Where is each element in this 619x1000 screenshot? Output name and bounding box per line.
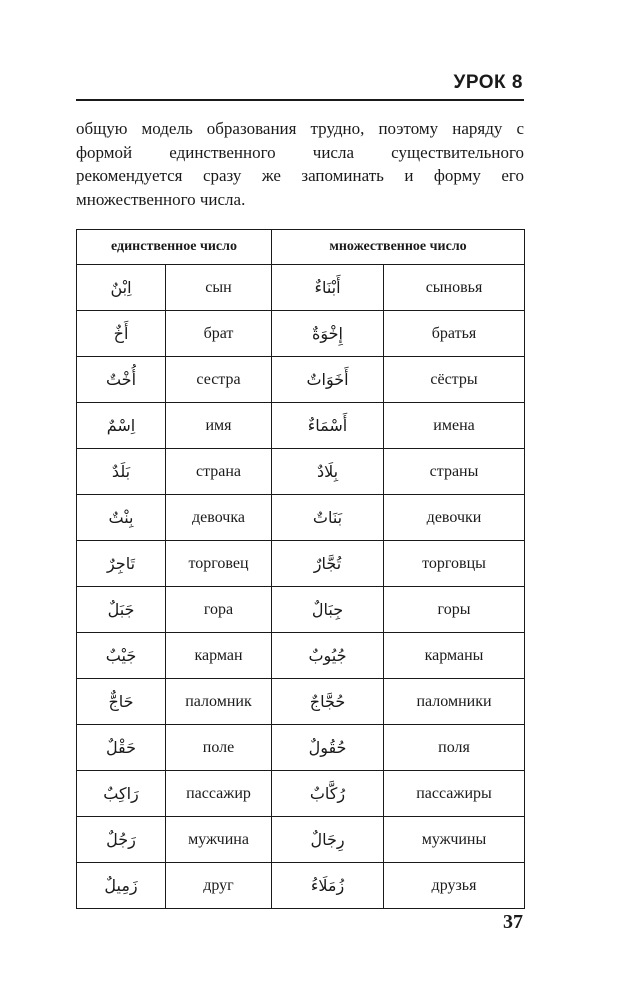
plural-russian-cell: страны: [384, 449, 525, 495]
plural-arabic-cell: زُمَلَاءُ: [272, 863, 384, 909]
plural-russian-cell: сыновья: [384, 265, 525, 311]
singular-arabic-cell: جَيْبٌ: [77, 633, 166, 679]
singular-russian-cell: девочка: [166, 495, 272, 541]
table-row: [77, 311, 525, 357]
plural-russian-cell: мужчины: [384, 817, 525, 863]
table-row: [77, 541, 525, 587]
plural-arabic-cell: حُجَّاجٌ: [272, 679, 384, 725]
singular-arabic-cell: بَلَدٌ: [77, 449, 166, 495]
table-row: [77, 771, 525, 817]
plural-arabic-cell: إِخْوَةٌ: [272, 311, 384, 357]
singular-russian-cell: поле: [166, 725, 272, 771]
plural-russian-cell: имена: [384, 403, 525, 449]
singular-russian-cell: брат: [166, 311, 272, 357]
singular-arabic-cell: اِسْمٌ: [77, 403, 166, 449]
singular-russian-cell: карман: [166, 633, 272, 679]
header-singular: единственное число: [77, 230, 272, 265]
singular-arabic-cell: رَجُلٌ: [77, 817, 166, 863]
page-number: 37: [503, 911, 523, 933]
plural-russian-cell: девочки: [384, 495, 525, 541]
table-row: [77, 403, 525, 449]
table-row: [77, 725, 525, 771]
plural-arabic-cell: بِلَادٌ: [272, 449, 384, 495]
table-row: [77, 495, 525, 541]
plural-arabic-cell: أَسْمَاءٌ: [272, 403, 384, 449]
plural-russian-cell: пассажиры: [384, 771, 525, 817]
singular-russian-cell: гора: [166, 587, 272, 633]
table-row: [77, 587, 525, 633]
plural-arabic-cell: أَبْنَاءٌ: [272, 265, 384, 311]
plural-russian-cell: паломники: [384, 679, 525, 725]
singular-arabic-cell: أَخٌ: [77, 311, 166, 357]
plural-russian-cell: сёстры: [384, 357, 525, 403]
plural-russian-cell: братья: [384, 311, 525, 357]
plural-arabic-cell: جِبَالٌ: [272, 587, 384, 633]
plural-arabic-cell: جُيُوبٌ: [272, 633, 384, 679]
singular-russian-cell: друг: [166, 863, 272, 909]
singular-arabic-cell: حَقْلٌ: [77, 725, 166, 771]
plural-arabic-cell: رُكَّابٌ: [272, 771, 384, 817]
plural-russian-cell: горы: [384, 587, 525, 633]
table-row: [77, 633, 525, 679]
plural-arabic-cell: رِجَالٌ: [272, 817, 384, 863]
chapter-title: УРОК 8: [453, 72, 523, 93]
singular-arabic-cell: حَاجٌّ: [77, 679, 166, 725]
singular-arabic-cell: زَمِيلٌ: [77, 863, 166, 909]
singular-russian-cell: имя: [166, 403, 272, 449]
table-row: [77, 679, 525, 725]
singular-arabic-cell: اِبْنٌ: [77, 265, 166, 311]
singular-russian-cell: сестра: [166, 357, 272, 403]
plural-russian-cell: друзья: [384, 863, 525, 909]
plural-russian-cell: карманы: [384, 633, 525, 679]
plural-arabic-cell: حُقُولٌ: [272, 725, 384, 771]
singular-arabic-cell: رَاكِبٌ: [77, 771, 166, 817]
table-row: [77, 863, 525, 909]
singular-arabic-cell: أُخْتٌ: [77, 357, 166, 403]
singular-arabic-cell: جَبَلٌ: [77, 587, 166, 633]
plural-arabic-cell: تُجَّارٌ: [272, 541, 384, 587]
plural-russian-cell: торговцы: [384, 541, 525, 587]
intro-paragraph: общую модель образования трудно, поэтому наряду с формой единственного числа существительного рекомендуется сразу же запоминать и форму его множественного числа.: [76, 119, 524, 209]
table-body: [77, 265, 525, 909]
singular-russian-cell: пассажир: [166, 771, 272, 817]
singular-russian-cell: страна: [166, 449, 272, 495]
singular-arabic-cell: تَاجِرٌ: [77, 541, 166, 587]
singular-russian-cell: мужчина: [166, 817, 272, 863]
table-row: [77, 817, 525, 863]
plural-russian-cell: поля: [384, 725, 525, 771]
table-row: [77, 449, 525, 495]
plural-arabic-cell: أَخَوَاتٌ: [272, 357, 384, 403]
header-divider: [76, 99, 524, 101]
table-header-row: [77, 230, 525, 265]
plural-arabic-cell: بَنَاتٌ: [272, 495, 384, 541]
table-row: [77, 357, 525, 403]
singular-russian-cell: паломник: [166, 679, 272, 725]
table-row: [77, 265, 525, 311]
singular-arabic-cell: بِنْتٌ: [77, 495, 166, 541]
vocabulary-table: [76, 229, 525, 909]
singular-russian-cell: сын: [166, 265, 272, 311]
header-plural: множественное число: [272, 230, 525, 265]
singular-russian-cell: торговец: [166, 541, 272, 587]
